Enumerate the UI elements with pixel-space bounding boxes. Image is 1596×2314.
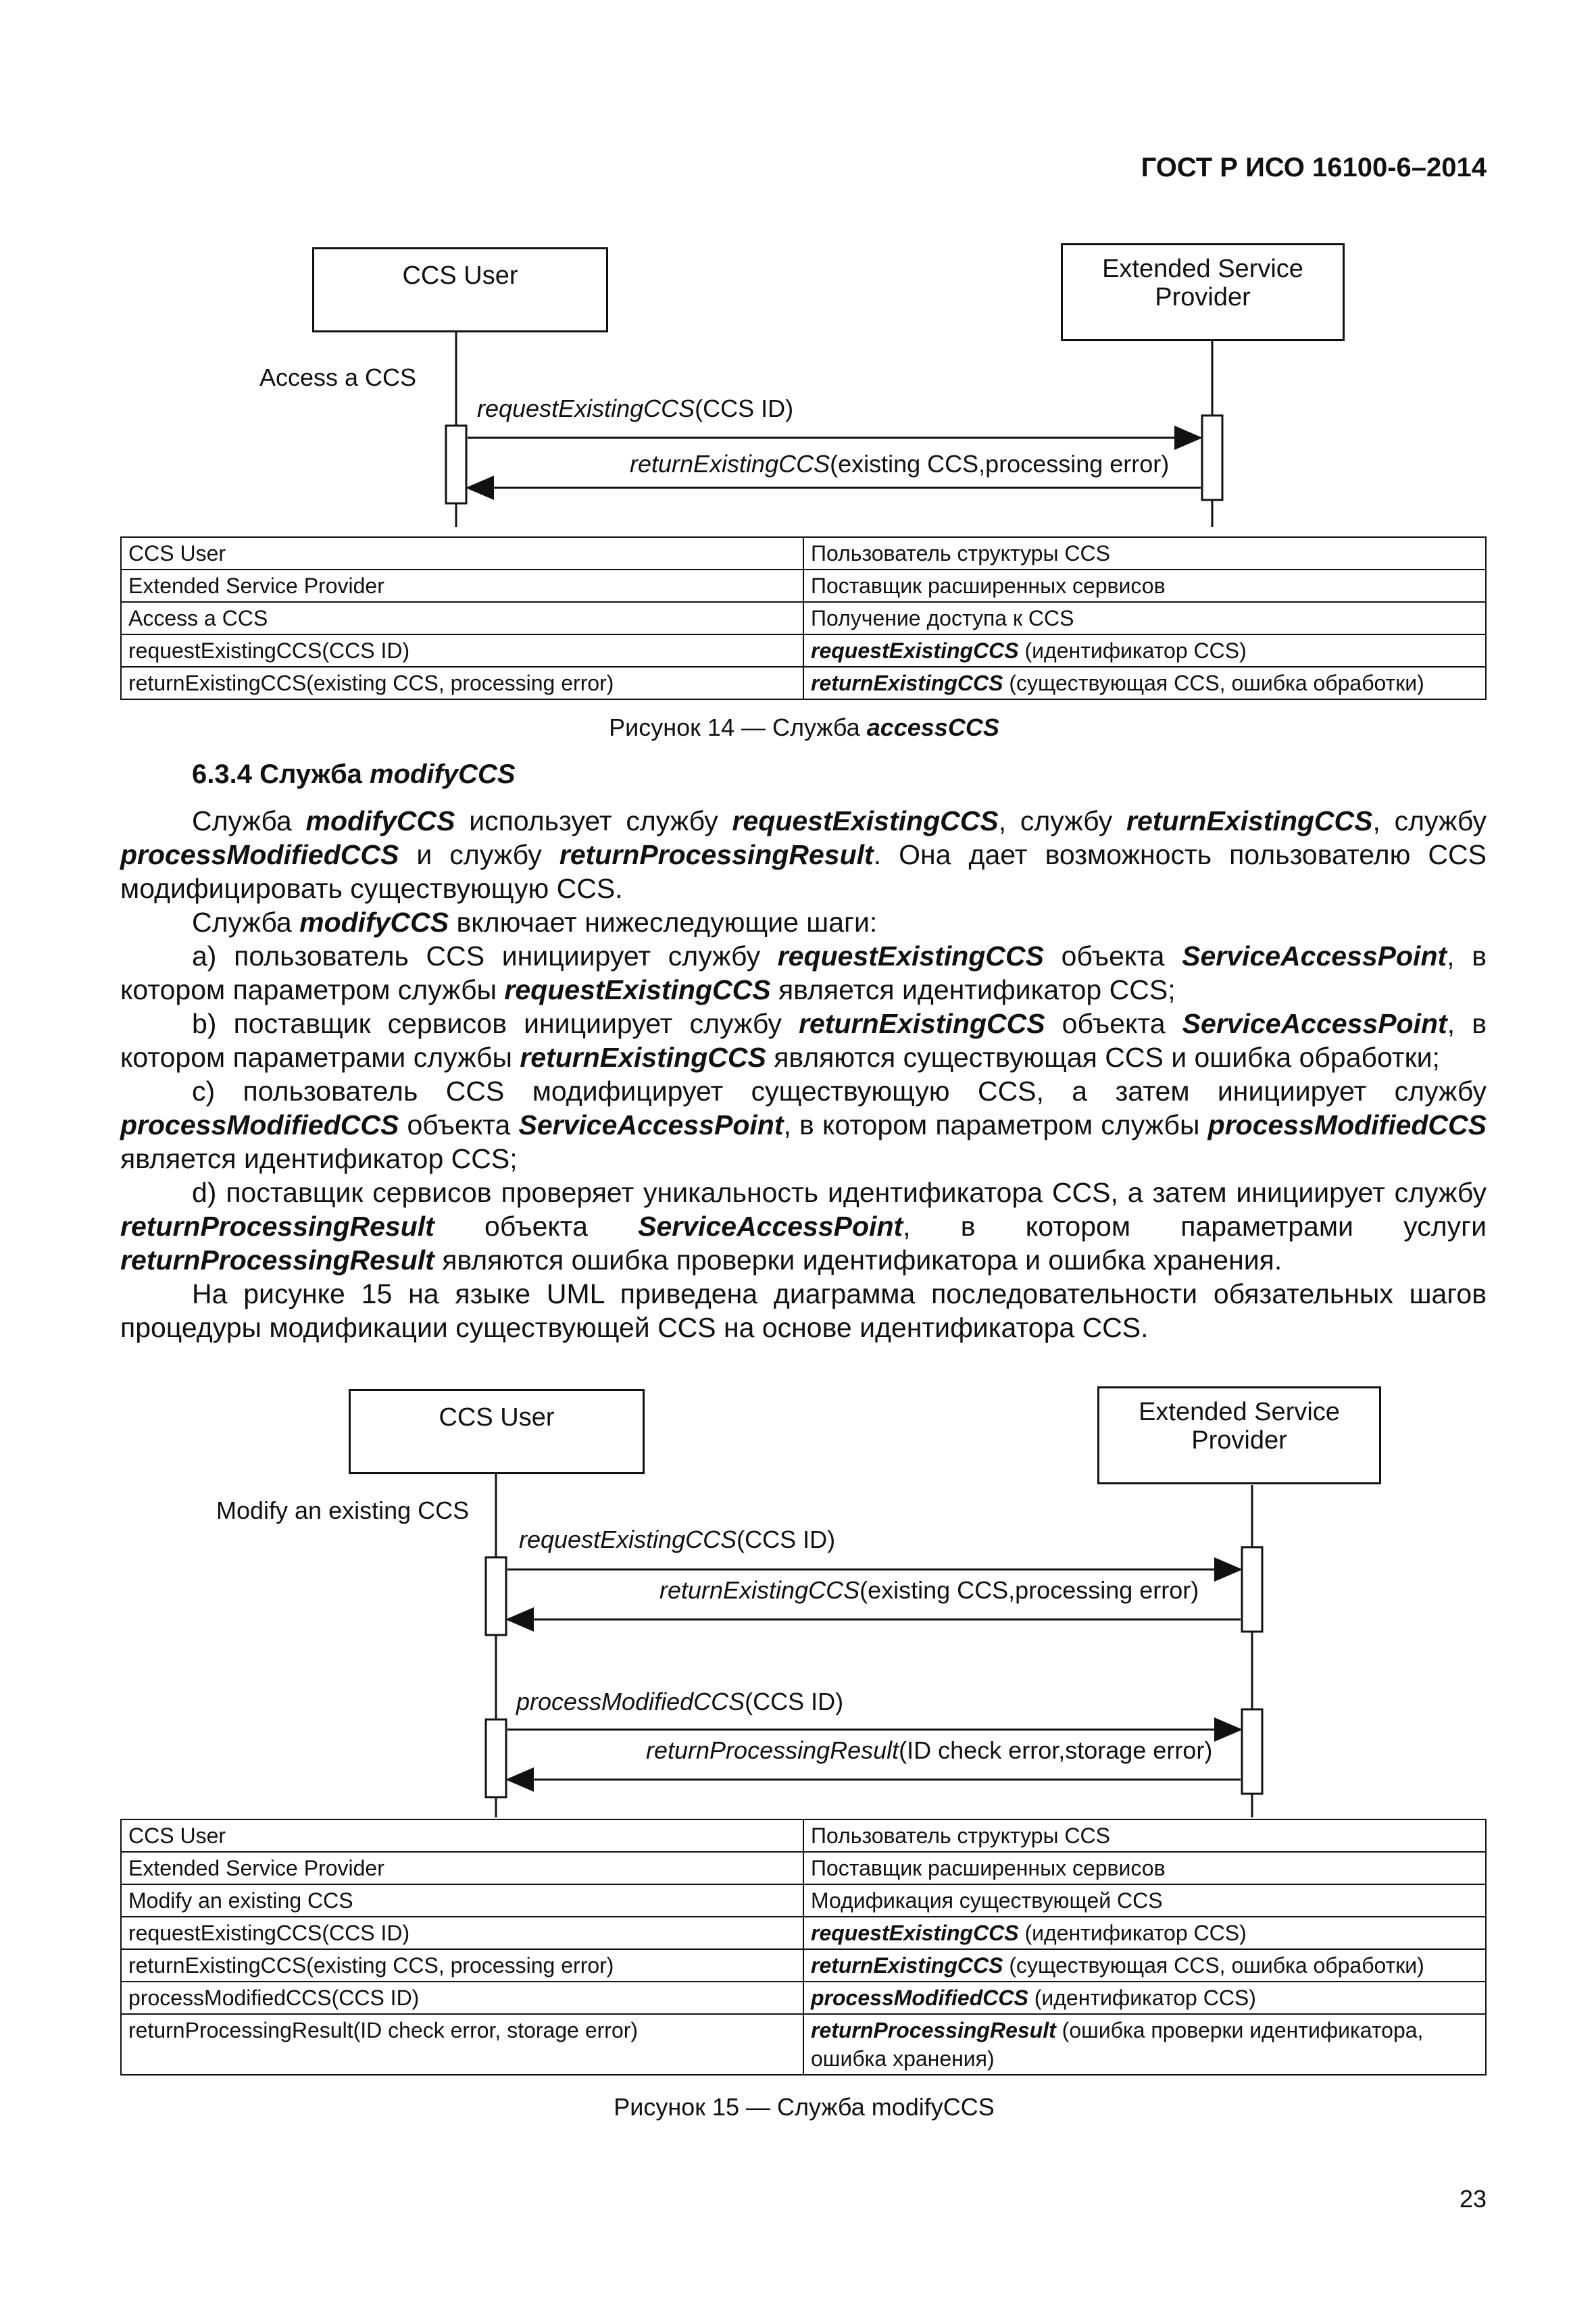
fig15-activation-provider-2 — [1242, 1709, 1262, 1794]
legend-row — [121, 1852, 1486, 1884]
fig14-msg-request: requestExistingCCS(CCS ID) — [477, 395, 794, 422]
body-paragraph-2: Служба modifyCCS включает нижеследующие шаги: — [192, 907, 878, 938]
legend-translation: Поставщик расширенных сервисов — [803, 1852, 1486, 1884]
body-paragraph-7: На рисунке 15 на языке UML приведена диаграмма последовательности обязательных шагов процедуры модификации существующей CCS на основе идентификатора CCS. — [120, 1278, 1487, 1343]
legend-translation: Пользователь структуры CCS — [803, 1819, 1486, 1852]
legend-row — [121, 570, 1486, 602]
fig15-msg-request: requestExistingCCS(CCS ID) — [519, 1526, 836, 1553]
legend-translation: Поставщик расширенных сервисов — [803, 570, 1486, 602]
legend-term: returnProcessingResult(ID check error, storage error) — [121, 2014, 803, 2075]
legend-row — [121, 1884, 1486, 1917]
legend-term: processModifiedCCS(CCS ID) — [121, 1982, 803, 2014]
legend-row — [121, 1982, 1486, 2014]
fig14-action-label: Access a CCS — [259, 363, 417, 391]
legend-term: Access a CCS — [121, 602, 803, 634]
fig15-actor-provider: Extended Service Provider — [1097, 1386, 1381, 1484]
legend-term: requestExistingCCS(CCS ID) — [121, 634, 803, 667]
legend-translation: returnProcessingResult (ошибка проверки идентификатора, ошибка хранения) — [803, 2014, 1486, 2075]
fig15-action-label: Modify an existing CCS — [216, 1496, 470, 1524]
body-paragraph-1: Служба modifyCCS использует службу requestExistingCCS, службу returnExistingCCS, службу processModifiedCCS и службу returnProcessingResult. Она дает возможность пользователю CCS модифицировать существующую CCS. — [120, 805, 1487, 904]
body-paragraph-6: d) поставщик сервисов проверяет уникальность идентификатора CCS, а затем инициирует службу returnProcessingResult объекта ServiceAccessPoint, в котором параметрами услуги returnProcessingResult являются ошибка проверки идентификатора и ошибка хранения. — [120, 1177, 1487, 1276]
fig15-activation-provider-1 — [1242, 1547, 1262, 1632]
legend-row — [121, 634, 1486, 667]
legend-term: CCS User — [121, 1819, 803, 1852]
fig15-msg-return: returnExistingCCS(existing CCS,processing error) — [659, 1576, 1199, 1604]
legend-translation: processModifiedCCS (идентификатор CCS) — [803, 1982, 1486, 2014]
fig15-msg-result: returnProcessingResult(ID check error,storage error) — [646, 1736, 1213, 1764]
fig15-activation-user-1 — [486, 1557, 506, 1635]
fig14-legend-table — [120, 536, 1487, 700]
legend-term: returnExistingCCS(existing CCS, processing error) — [121, 667, 803, 699]
fig14-activation-provider — [1202, 416, 1222, 500]
legend-row — [121, 537, 1486, 570]
fig14-msg-return: returnExistingCCS(existing CCS,processing error) — [630, 450, 1170, 478]
page-number: 23 — [1459, 2185, 1487, 2213]
legend-translation: returnExistingCCS (существующая CCS, ошибка обработки) — [803, 1949, 1486, 1982]
legend-term: Modify an existing CCS — [121, 1884, 803, 1917]
section-heading: 6.3.4 Служба modifyCCS — [192, 759, 516, 789]
legend-translation: returnExistingCCS (существующая CCS, ошибка обработки) — [803, 667, 1486, 699]
legend-term: Extended Service Provider — [121, 570, 803, 602]
legend-row — [121, 1819, 1486, 1852]
legend-translation: requestExistingCCS (идентификатор CCS) — [803, 1917, 1486, 1949]
fig15-activation-user-2 — [486, 1719, 506, 1797]
fig14-actor-user: CCS User — [312, 247, 608, 332]
fig14-actor-provider: Extended Service Provider — [1061, 243, 1345, 341]
legend-translation: Пользователь структуры CCS — [803, 537, 1486, 570]
legend-term: returnExistingCCS(existing CCS, processing error) — [121, 1949, 803, 1982]
standard-header: ГОСТ Р ИСО 16100-6–2014 — [1141, 153, 1487, 182]
legend-row — [121, 2014, 1486, 2075]
legend-row — [121, 1949, 1486, 1982]
legend-row — [121, 602, 1486, 634]
body-paragraph-5: c) пользователь CCS модифицирует существующую CCS, а затем инициирует службу processModifiedCCS объекта ServiceAccessPoint, в котором параметром службы processModifiedCCS является идентификатор CCS; — [120, 1076, 1487, 1174]
fig14-caption: Рисунок 14 — Служба accessCCS — [609, 713, 999, 741]
legend-term: Extended Service Provider — [121, 1852, 803, 1884]
fig15-legend-table — [120, 1819, 1487, 2076]
legend-row — [121, 1917, 1486, 1949]
fig15-caption: Рисунок 15 — Служба modifyCCS — [614, 2093, 995, 2121]
fig15-actor-user: CCS User — [349, 1389, 645, 1474]
legend-term: requestExistingCCS(CCS ID) — [121, 1917, 803, 1949]
body-paragraph-3: a) пользователь CCS инициирует службу requestExistingCCS объекта ServiceAccessPoint, в котором параметром службы requestExistingCCS является идентификатор CCS; — [120, 940, 1487, 1005]
legend-term: CCS User — [121, 537, 803, 570]
fig14-activation-user — [446, 426, 466, 503]
legend-translation: Получение доступа к CCS — [803, 602, 1486, 634]
legend-translation: requestExistingCCS (идентификатор CCS) — [803, 634, 1486, 667]
legend-translation: Модификация существующей CCS — [803, 1884, 1486, 1917]
fig15-msg-process: processModifiedCCS(CCS ID) — [516, 1688, 844, 1715]
legend-row — [121, 667, 1486, 699]
body-paragraph-4: b) поставщик сервисов инициирует службу returnExistingCCS объекта ServiceAccessPoint, в котором параметрами службы returnExistingCCS являются существующая CCS и ошибка обработки; — [120, 1008, 1487, 1073]
